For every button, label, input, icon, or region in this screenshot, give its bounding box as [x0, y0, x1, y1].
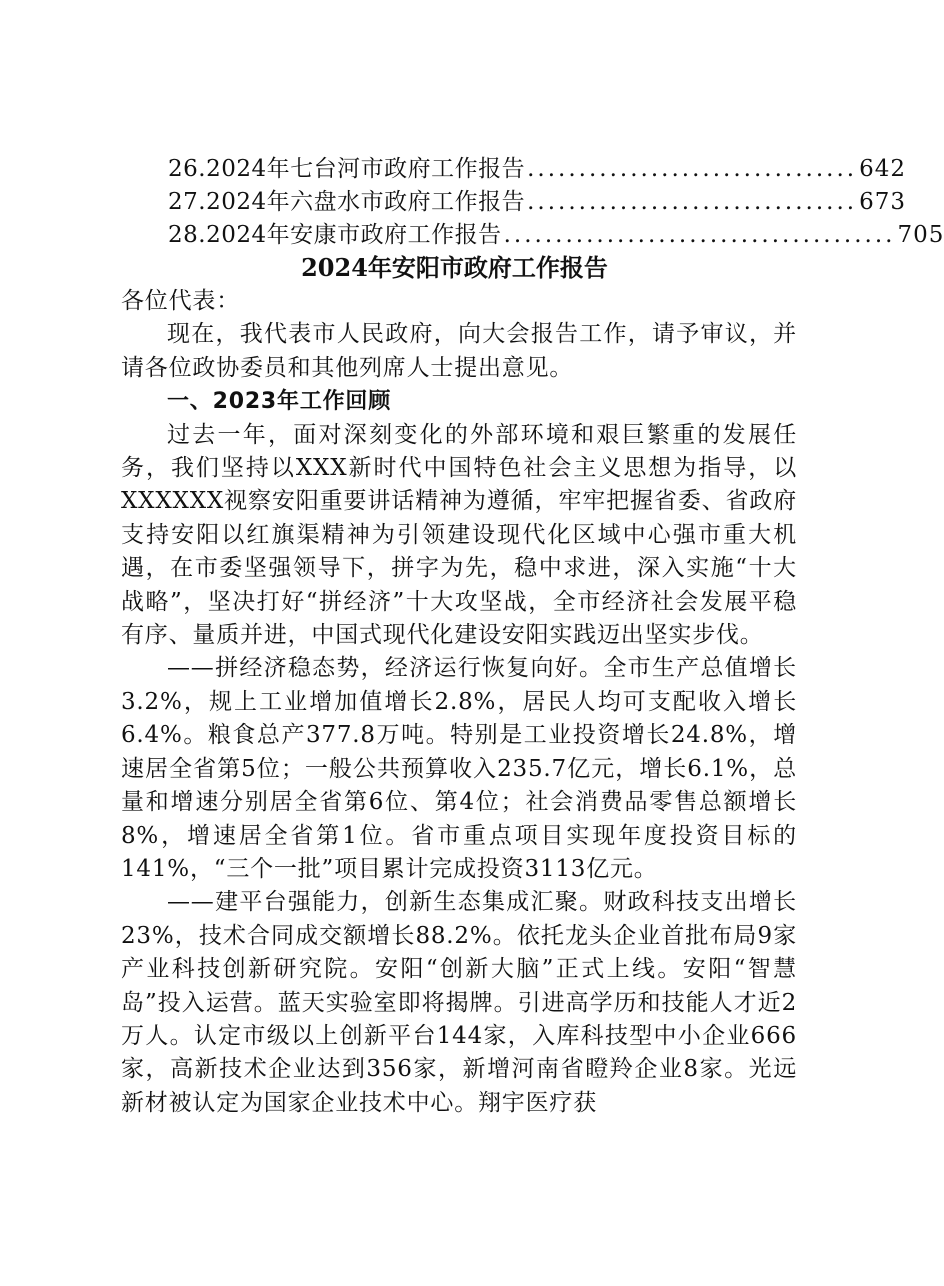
body-paragraph: ——拼经济稳态势，经济运行恢复向好。全市生产总值增长3.2%，规上工业增加值增长2.8%，居民人均可支配收入增长6.4%。粮食总产377.8万吨。特别是工业投资增长24.8%，增速居全省第5位；一般公共预算收入235.7亿元，增长6.1%，总量和增速分别居全省第6位、第4位；社会消费品零售总额增长8%，增速居全省第1位。省市重点项目实现年度投资目标的141%，“三个一批”项目累计完成投资3113亿元。: [121, 655, 797, 882]
report-body: [121, 285, 797, 1120]
toc-entry: [168, 186, 906, 219]
table-of-contents: [168, 153, 944, 252]
toc-page-number: 705: [897, 222, 944, 248]
toc-leader-dots: ......................................: [503, 222, 896, 248]
section-heading: 一、2023年工作回顾: [167, 389, 392, 415]
toc-entry: [168, 219, 944, 252]
report-title: 2024年安阳市政府工作报告: [301, 253, 608, 282]
toc-entry-title: 26.2024年七台河市政府工作报告: [168, 156, 526, 182]
toc-page-number: 642: [859, 156, 906, 182]
toc-entry-title: 27.2024年六盘水市政府工作报告: [168, 189, 526, 215]
intro-paragraph: 现在，我代表市人民政府，向大会报告工作，请予审议，并请各位政协委员和其他列席人士提出意见。: [121, 321, 797, 381]
toc-page-number: 673: [859, 189, 906, 215]
toc-leader-dots: ................................: [527, 156, 858, 182]
body-paragraph: 过去一年，面对深刻变化的外部环境和艰巨繁重的发展任务，我们坚持以XXX新时代中国特色社会主义思想为指导，以XXXXXX视察安阳重要讲话精神为遵循，牢牢把握省委、省政府支持安阳以红旗渠精神为引领建设现代化区域中心强市重大机遇，在市委坚强领导下，拼字为先，稳中求进，深入实施“十大战略”，坚决打好“拼经济”十大攻坚战，全市经济社会发展平稳有序、量质并进，中国式现代化建设安阳实践迈出坚实步伐。: [121, 421, 797, 649]
toc-entry-title: 28.2024年安康市政府工作报告: [168, 222, 502, 248]
toc-entry: [168, 153, 906, 186]
salutation: 各位代表：: [121, 288, 240, 314]
toc-leader-dots: ................................: [527, 189, 858, 215]
body-paragraph: ——建平台强能力，创新生态集成汇聚。财政科技支出增长23%，技术合同成交额增长88.2%。依托龙头企业首批布局9家产业科技创新研究院。安阳“创新大脑”正式上线。安阳“智慧岛”投入运营。蓝天实验室即将揭牌。引进高学历和技能人才近2万人。认定市级以上创新平台144家，入库科技型中小企业666家，高新技术企业达到356家，新增河南省瞪羚企业8家。光远新材被认定为国家企业技术中心。翔宇医疗获: [121, 889, 797, 1116]
